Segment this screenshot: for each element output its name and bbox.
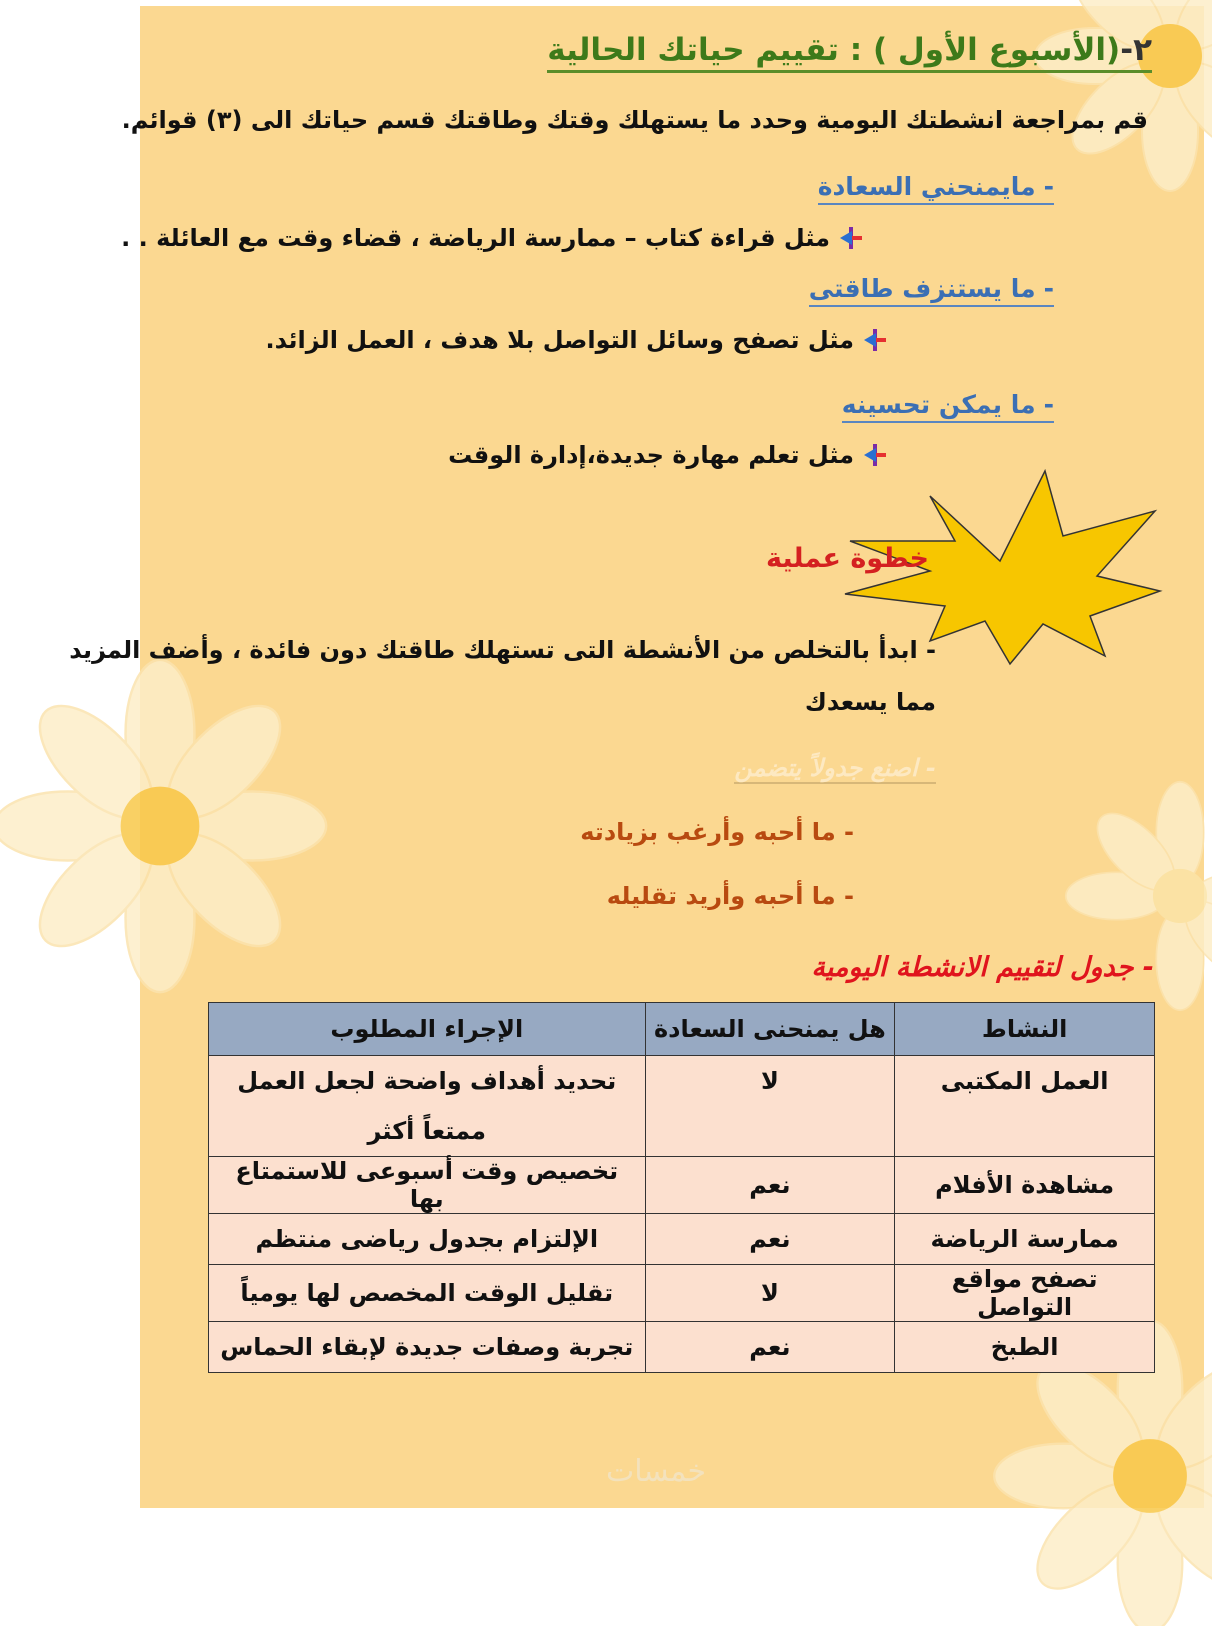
cell-action: تخصيص وقت أسبوعى للاستمتاع بها xyxy=(209,1157,646,1214)
section-number: ٢- xyxy=(1120,32,1152,68)
action-line-2: مما يسعدك xyxy=(804,688,936,716)
table-row xyxy=(209,1214,1155,1265)
list-example-improve: مثل تعلم مهارة جديدة،إدارة الوقت xyxy=(448,441,886,469)
intro-text: قم بمراجعة انشطتك اليومية وحدد ما يستهلك وقتك وطاقتك قسم حياتك الى (٣) قوائم. xyxy=(121,106,1148,134)
list-label-drain: -ما يستنزف طاقتى xyxy=(809,274,1054,307)
cell-happiness: نعم xyxy=(645,1157,895,1214)
header-action: الإجراء المطلوب xyxy=(209,1003,646,1056)
cell-activity: مشاهدة الأفلام xyxy=(895,1157,1155,1214)
cell-happiness: نعم xyxy=(645,1322,895,1373)
cell-happiness: لا xyxy=(645,1265,895,1322)
bullet-arrow-icon xyxy=(864,444,886,466)
page-title xyxy=(547,32,1152,73)
header-happiness: هل يمنحنى السعادة xyxy=(645,1003,895,1056)
bullet-arrow-icon xyxy=(840,227,862,249)
cell-action: تقليل الوقت المخصص لها يومياً xyxy=(209,1265,646,1322)
table-title: - جدول لتقييم الانشطة اليومية xyxy=(811,952,1154,983)
table-row xyxy=(209,1056,1155,1157)
list-example-happiness: مثل قراءة كتاب – ممارسة الرياضة ، قضاء وقت مع العائلة . . xyxy=(121,224,862,252)
practical-step-label: خطوة عملية xyxy=(766,543,929,574)
header-activity: النشاط xyxy=(895,1003,1155,1056)
activities-table xyxy=(208,1002,1155,1373)
title-heading: تقييم حياتك الحالية xyxy=(547,32,839,68)
flower-decoration-icon xyxy=(1040,0,1212,186)
flower-decoration-icon xyxy=(0,666,320,986)
list-label-happiness: -مايمنحني السعادة xyxy=(818,172,1054,205)
table-row xyxy=(209,1265,1155,1322)
make-table-label: - اصنع جدولاً يتضمن xyxy=(734,754,936,782)
cell-happiness: نعم xyxy=(645,1214,895,1265)
document-page xyxy=(69,6,1204,1508)
cell-action: تحديد أهداف واضحة لجعل العمل ممتعاً أكثر xyxy=(209,1056,646,1157)
cell-activity: ممارسة الرياضة xyxy=(895,1214,1155,1265)
watermark-logo: خمسات xyxy=(606,1454,707,1489)
bullet-arrow-icon xyxy=(864,329,886,351)
title-separator: : xyxy=(849,32,863,68)
list-label-improve: -ما يمكن تحسينه xyxy=(842,390,1054,423)
cell-activity: العمل المكتبى xyxy=(895,1056,1155,1157)
cell-activity: تصفح مواقع التواصل xyxy=(895,1265,1155,1322)
table-row xyxy=(209,1157,1155,1214)
cell-action: تجربة وصفات جديدة لإبقاء الحماس xyxy=(209,1322,646,1373)
cell-activity: الطبخ xyxy=(895,1322,1155,1373)
week-label: (الأسبوع الأول ) xyxy=(872,32,1121,68)
table-row xyxy=(209,1322,1155,1373)
want-item-increase: - ما أحبه وأرغب بزيادته xyxy=(580,818,854,846)
table-header-row xyxy=(209,1003,1155,1056)
want-item-decrease: - ما أحبه وأريد تقليله xyxy=(606,882,854,910)
action-line-1: - ابدأ بالتخلص من الأنشطة التى تستهلك طاقتك دون فائدة ، وأضف المزيد xyxy=(69,636,936,664)
cell-action: الإلتزام بجدول رياضى منتظم xyxy=(209,1214,646,1265)
cell-happiness: لا xyxy=(645,1056,895,1157)
list-example-drain: مثل تصفح وسائل التواصل بلا هدف ، العمل الزائد. xyxy=(266,326,886,354)
